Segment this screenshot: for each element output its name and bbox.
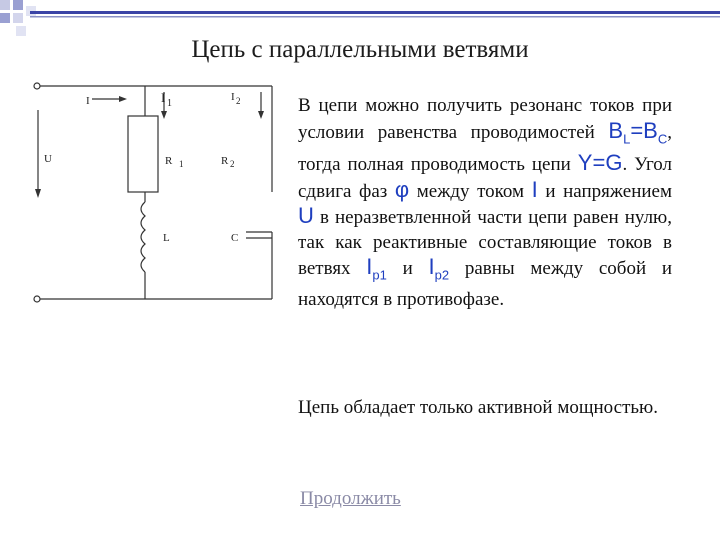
y-eq-g: Y=G bbox=[577, 150, 623, 176]
label-i-total: I bbox=[86, 95, 90, 107]
ip2-symbol: $I_{p2}$ bbox=[428, 254, 450, 283]
circuit-diagram bbox=[0, 0, 300, 320]
bl-symbol: $B_L=B_C$ bbox=[608, 117, 668, 146]
text-run: в неразветвленной части цепи равен нулю, так как реактивные составляющие токов в ветвях bbox=[298, 207, 672, 280]
power-paragraph: Цепь обладает только активной мощностью. bbox=[298, 397, 658, 418]
label-l: L bbox=[163, 232, 170, 244]
u-symbol: U bbox=[298, 203, 314, 229]
label-c: C bbox=[231, 232, 239, 244]
text-run: и bbox=[386, 258, 429, 280]
slide-title: Цепь с параллельными ветвями bbox=[191, 36, 529, 63]
label-r2: R bbox=[221, 155, 229, 167]
label-i2-sub: 2 bbox=[236, 96, 241, 106]
label-i1-sub: 1 bbox=[167, 98, 172, 109]
label-r1: R bbox=[165, 155, 173, 167]
text-run: , тогда полная проводимость цепи bbox=[298, 121, 672, 176]
continue-link[interactable]: Продолжить bbox=[300, 488, 401, 509]
label-u: U bbox=[44, 153, 52, 165]
text-run: В цепи можно получить резонанс токов при условии равенства проводимостей bbox=[298, 95, 672, 143]
label-r2-sub: 2 bbox=[230, 159, 235, 169]
text-run: равны между собой и находятся в противофазе. bbox=[298, 258, 673, 311]
text-run: между током bbox=[409, 180, 532, 202]
resistor-r1 bbox=[128, 116, 158, 192]
label-i1: I bbox=[161, 90, 166, 105]
label-r1-sub: 1 bbox=[179, 159, 184, 169]
phi-symbol: φ bbox=[394, 176, 410, 202]
i-symbol: I bbox=[531, 176, 538, 202]
bottom-terminal bbox=[34, 296, 40, 302]
top-terminal bbox=[34, 83, 40, 89]
ip1-symbol: $I_{p1}$ bbox=[366, 254, 387, 283]
main-paragraph bbox=[298, 94, 672, 313]
inductor-l bbox=[141, 202, 145, 272]
text-run: и напряжением bbox=[537, 180, 673, 202]
label-i2: I bbox=[231, 91, 235, 103]
text-run: . Угол сдвига фаз bbox=[298, 154, 672, 202]
